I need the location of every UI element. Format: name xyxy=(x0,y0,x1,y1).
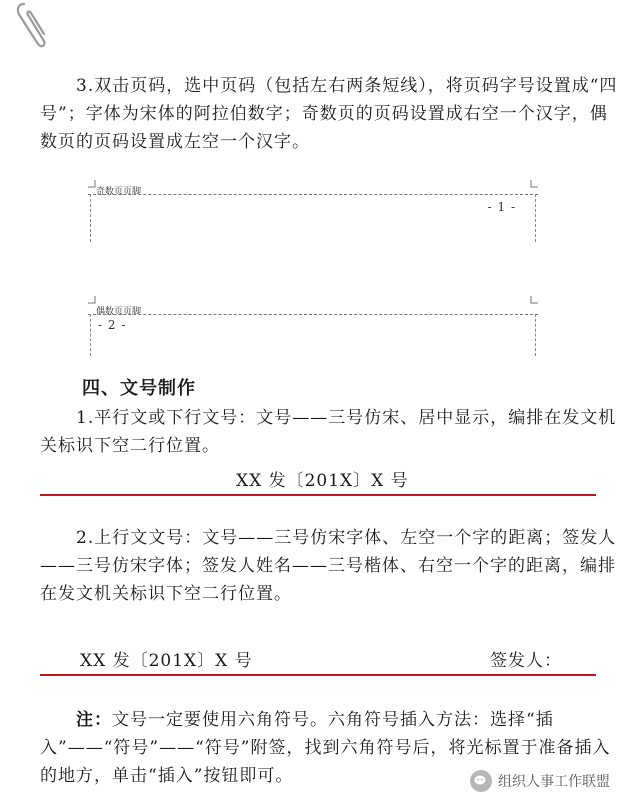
even-footer-figure xyxy=(88,296,538,358)
corner-mark-icon xyxy=(88,296,96,304)
paperclip-icon xyxy=(10,0,50,50)
doc-number-example-left: XX 发〔201X〕X 号 xyxy=(80,651,253,671)
watermark xyxy=(470,770,610,792)
footer-boundary-line xyxy=(88,314,538,315)
footer-margin-line xyxy=(90,314,91,356)
page-number-odd: - 1 - xyxy=(487,200,516,214)
section3-paragraph: 3.双击页码，选中页码（包括左右两条短线），将页码字号设置成“四号”；字体为宋体的阿拉伯数字；奇数页的页码设置成右空一个汉字，偶数页的页码设置成左空一个汉字。 xyxy=(40,76,618,152)
footer-label-even: 偶数页页脚 xyxy=(96,307,142,317)
note-text: 文号一定要使用六角符号。六角符号插入方法：选择“插入”——“符号”——“符号”附签，找到六角符号后，将光标置于准备插入的地方，单击“插入”按钮即可。 xyxy=(40,710,611,786)
red-separator-line xyxy=(40,494,596,496)
watermark-text: 组织人事工作联盟 xyxy=(498,774,610,790)
page-number-even: - 2 - xyxy=(98,318,127,332)
footer-margin-line xyxy=(535,194,536,242)
note-label: 注： xyxy=(76,710,112,730)
section4-item2: 2.上行文文号：文号——三号仿宋字体、左空一个字的距离；签发人——三号仿宋字体；签发人姓名——三号楷体、右空一个字的距离，编排在发文机关标识下空二行位置。 xyxy=(40,528,617,604)
corner-mark-icon xyxy=(530,296,538,304)
footer-margin-line xyxy=(535,314,536,356)
signer-label: 签发人： xyxy=(490,651,562,671)
corner-mark-icon xyxy=(88,180,96,188)
corner-mark-icon xyxy=(530,180,538,188)
section4-heading: 四、文号制作 xyxy=(82,378,196,399)
footer-boundary-line xyxy=(88,194,538,195)
odd-footer-figure xyxy=(88,180,538,244)
section4-item1: 1.平行文或下行文号：文号——三号仿宋、居中显示，编排在发文机关标识下空二行位置。 xyxy=(40,408,617,456)
footer-label-odd: 奇数页页脚 xyxy=(96,187,142,197)
wechat-icon xyxy=(470,770,492,792)
footer-margin-line xyxy=(90,194,91,242)
red-separator-line xyxy=(40,674,596,676)
doc-number-example-centered: XX 发〔201X〕X 号 xyxy=(236,471,409,491)
